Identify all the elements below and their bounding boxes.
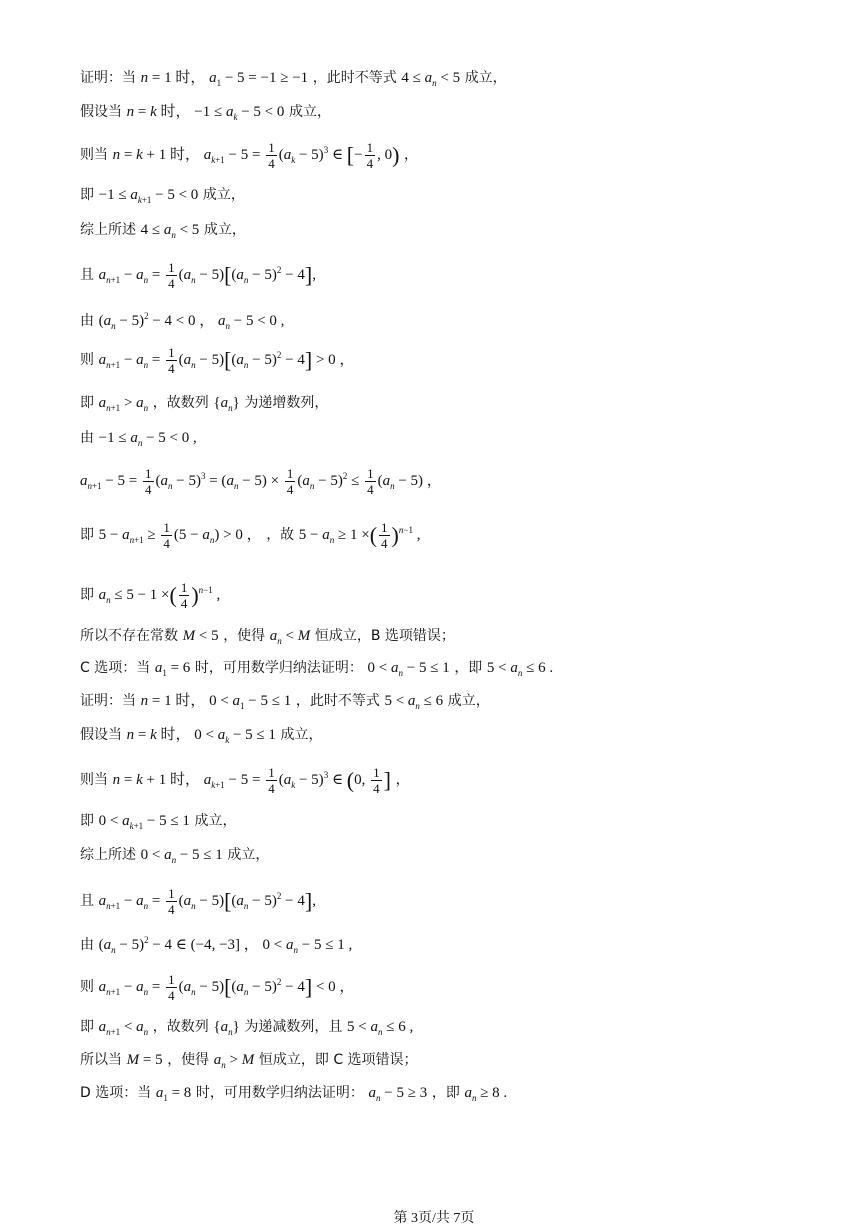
proof-line-25: 所以当 M = 5 ，使得 $a_n > M$ 恒成立，即 C 选项错误； [80,1052,418,1070]
proof-line-11: $a_{n+1} - 5$ = $\frac{1}{4}$ $(a_n - 5)^3 = (a_n - 5)$ × $\frac{1}{4}$ $(a_n - 5)^2$ ≤ $\frac{1}{4}$ $(a_n - 5)$ ， [80,466,442,498]
proof-line-14: 所以不存在常数 M < 5 ，使得 $a_n < M$ 恒成立，B 选项错误； [80,628,455,646]
proof-line-21: 且 $a_{n+1} - a_n$ = $\frac{1}{4}$ $(a_n - 5)[(a_n - 5)^2 - 4]$, [80,886,316,918]
proof-line-17: 假设当 n = k 时， $0 < a_k - 5 \le 1$ 成立， [80,727,323,745]
proof-line-7: 由 $(a_n - 5)^2 - 4 < 0$ ， $a_n - 5 < 0$ , [80,311,285,331]
proof-line-5: 综上所述 $4 \le a_n < 5$ 成立， [80,222,246,240]
proof-line-26: D 选项：当 $a_1 = 8$ 时，可用数学归纳法证明： $a_n - 5 \ge 3$ ，即 $a_n \ge 8$ . [80,1085,508,1103]
proof-line-9: 即 $a_{n+1} > a_n$ ，故数列 $\{a_n\}$ 为递增数列， [80,395,329,413]
proof-line-6: 且 $a_{n+1} - a_n$ = $\frac{1}{4}$ $(a_n - 5)[(a_n - 5)^2 - 4]$, [80,260,316,292]
proof-line-13: 即 $a_n \le 5 - 1$ ×( $\frac{1}{4}$ )$^{n-1}$ , [80,580,221,612]
proof-line-8: 则 $a_{n+1} - a_n$ = $\frac{1}{4}$ $(a_n - 5)[(a_n - 5)^2 - 4] > 0$ ， [80,345,355,377]
page-footer: 第 3页/共 7页 [393,1211,475,1226]
proof-line-19: 即 $0 < a_{k+1} - 5 \le 1$ 成立， [80,813,237,831]
proof-line-16: 证明：当 n = 1 时， $0 < a_1 - 5 \le 1$ ，此时不等式 $5 < a_n \le 6$ 成立， [80,693,490,711]
proof-line-18: 则当 n = k + 1 时， $a_{k+1} - 5$ = $\frac{1}{4}$ $(a_k - 5)^3$ ∈ (0, $\frac{1}{4}$ ] ， [80,765,410,797]
proof-line-22: 由 $(a_n - 5)^2 - 4$ ∈ (−4, −3] ， $0 < a_n - 5 \le 1$ , [80,935,353,955]
proof-line-20: 综上所述 $0 < a_n - 5 \le 1$ 成立， [80,847,270,865]
proof-line-4: 即 $-1 \le a_{k+1} - 5 < 0$ 成立， [80,187,245,205]
proof-line-15: C 选项：当 $a_1 = 6$ 时，可用数学归纳法证明： $0 < a_n - 5 \le 1$ ，即 $5 < a_n \le 6$ . [80,660,554,678]
proof-line-23: 则 $a_{n+1} - a_n$ = $\frac{1}{4}$ $(a_n - 5)[(a_n - 5)^2 - 4] < 0$ ， [80,972,355,1004]
proof-line-12: 即 $5 - a_{n+1}$ ≥ $\frac{1}{4}$ $(5 - a_n) > 0$ ， ，故 $5 - a_n \ge 1$ ×( $\frac{1}{4}$ )$^{n-1}$ , [80,520,421,552]
proof-line-10: 由 $-1 \le a_n - 5 < 0$ , [80,430,197,448]
proof-line-24: 即 $a_{n+1} < a_n$ ，故数列 $\{a_n\}$ 为递减数列，且 $5 < a_n \le 6$ , [80,1019,414,1037]
proof-line-2: 假设当 n = k 时， $-1 \le a_k - 5 < 0$ 成立， [80,104,331,122]
proof-line-3: 则当 n = k + 1 时， $a_{k+1} - 5$ = $\frac{1}{4}$ $(a_k - 5)^3$ ∈ [− $\frac{1}{4}$ , 0) ， [80,140,419,172]
proof-line-1: 证明：当 n = 1 时， $a_1 - 5 = -1 \ge -1$ ，此时不等式 $4 \le a_n < 5$ 成立， [80,70,507,88]
